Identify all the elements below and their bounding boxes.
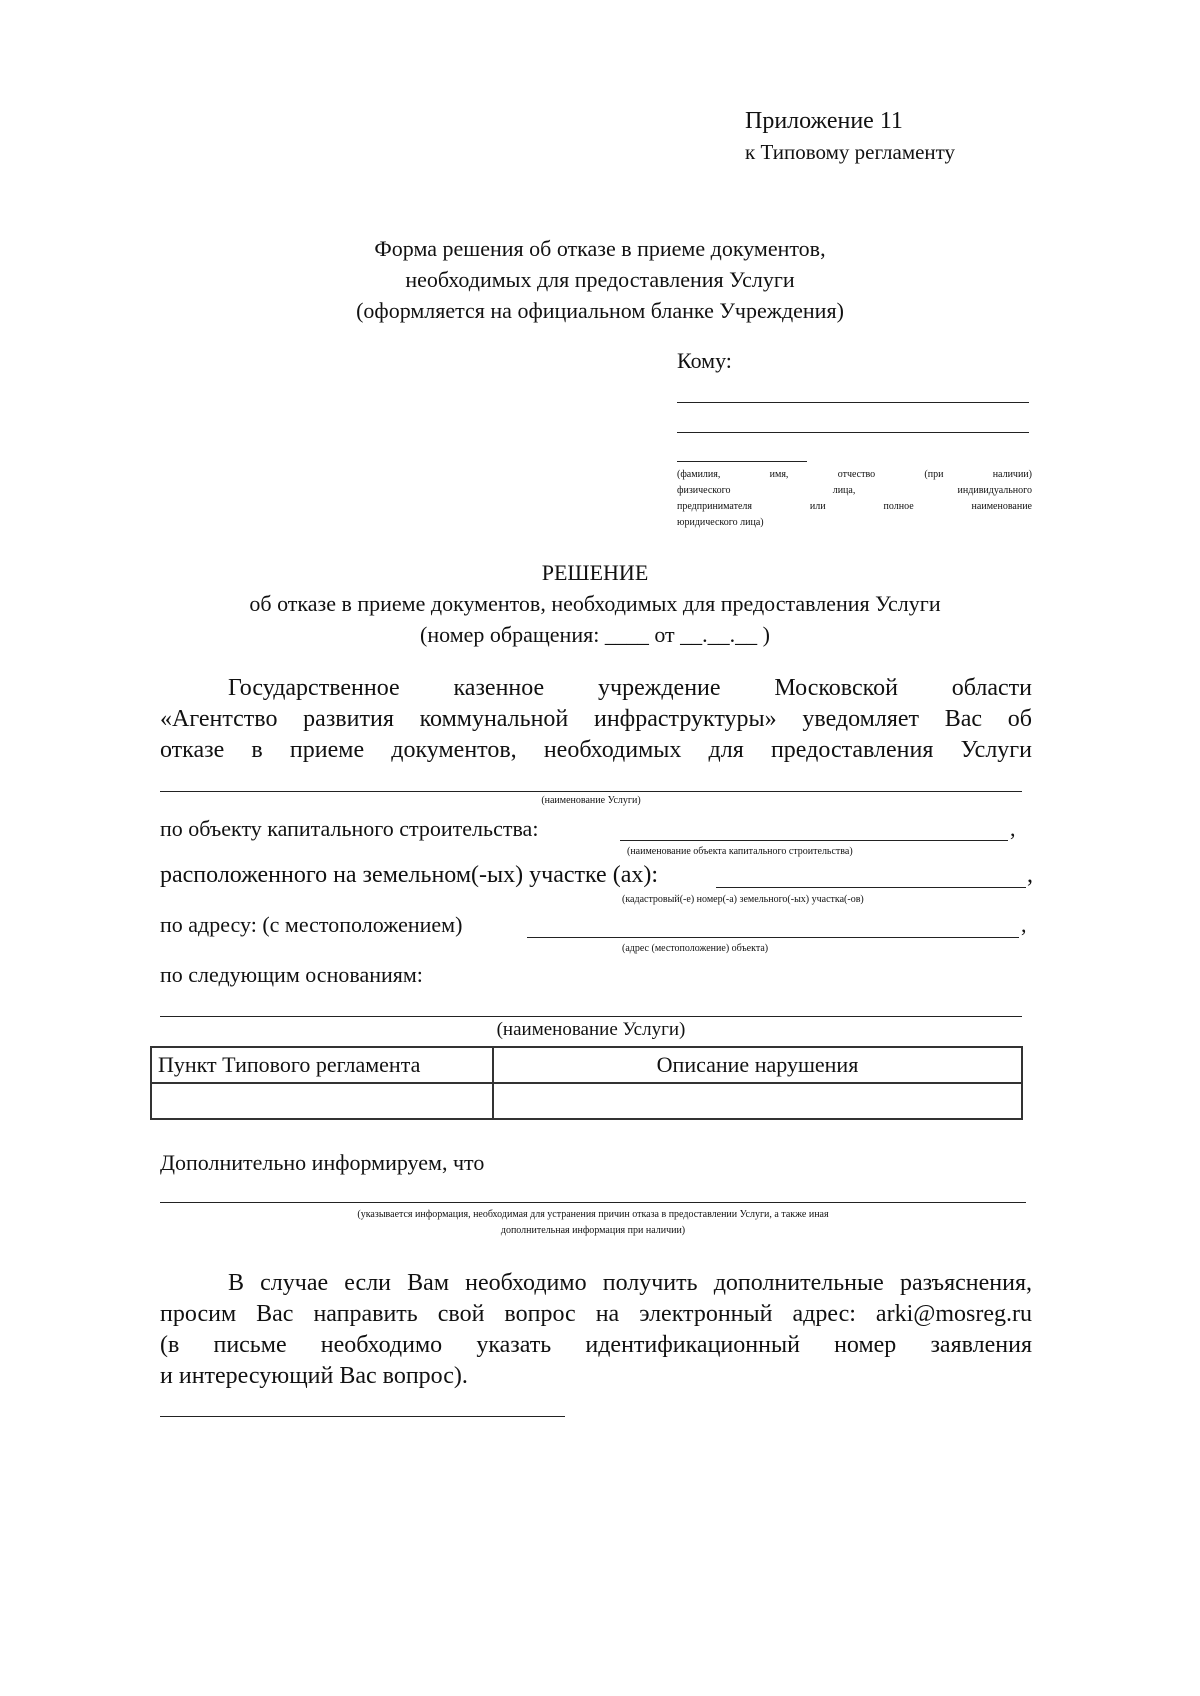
appendix-reference: к Типовому регламенту xyxy=(745,140,956,164)
recipient-line-2 xyxy=(677,432,1029,433)
additional-info-label: Дополнительно информируем, что xyxy=(160,1150,485,1175)
object-name-caption: (наименование объекта капитального строительства) xyxy=(627,846,853,857)
table-header-row xyxy=(151,1047,1022,1083)
object-label: по объекту капитального строительства: xyxy=(160,816,539,841)
form-title-line1: Форма решения об отказе в приеме документов, xyxy=(374,236,826,261)
grounds-caption: (наименование Услуги) xyxy=(496,1019,686,1040)
plot-comma: , xyxy=(1027,862,1033,888)
body-paragraph-line1: Государственное казенное учреждение Московской области xyxy=(228,675,1032,701)
service-name-caption: (наименование Услуги) xyxy=(541,795,641,806)
recipient-caption-3: предпринимателя или полное наименование xyxy=(677,501,1032,512)
address-caption: (адрес (местоположение) объекта) xyxy=(622,943,769,954)
body-paragraph-line3: отказе в приеме документов, необходимых для предоставления Услуги xyxy=(160,737,1032,763)
table-row xyxy=(151,1083,1022,1119)
signature-line xyxy=(160,1416,565,1417)
violations-table xyxy=(150,1046,1023,1120)
grounds-line xyxy=(160,1016,1022,1017)
recipient-caption-4: юридического лица) xyxy=(677,517,764,528)
additional-info-caption-2: дополнительная информация при наличии) xyxy=(500,1225,686,1236)
object-name-line xyxy=(620,840,1008,841)
additional-info-caption-1: (указывается информация, необходимая для устранения причин отказа в предоставлении Услуги, а также иная xyxy=(357,1209,829,1220)
grounds-label: по следующим основаниям: xyxy=(160,962,423,987)
request-number-line: (номер обращения: ____ от __.__.__ ) xyxy=(420,622,770,647)
table-header-description: Описание нарушения xyxy=(493,1047,1022,1083)
decision-title: РЕШЕНИЕ xyxy=(541,560,649,585)
table-header-clause: Пункт Типового регламента xyxy=(151,1047,493,1083)
decision-subtitle: об отказе в приеме документов, необходимых для предоставления Услуги xyxy=(249,591,941,616)
address-comma: , xyxy=(1021,912,1027,937)
recipient-caption-1: (фамилия, имя, отчество (при наличии) xyxy=(677,469,1032,480)
address-line xyxy=(527,937,1019,938)
closing-line3: (в письме необходимо указать идентификационный номер заявления xyxy=(160,1332,1032,1358)
body-paragraph-line2: «Агентство развития коммунальной инфраструктуры» уведомляет Вас об xyxy=(160,706,1032,732)
plot-label: расположенного на земельном(-ых) участке (ах): xyxy=(160,862,659,888)
recipient-line-3 xyxy=(677,461,807,462)
additional-info-line xyxy=(160,1202,1026,1203)
form-title-line3: (оформляется на официальном бланке Учреждения) xyxy=(356,298,844,323)
recipient-label: Кому: xyxy=(677,348,732,373)
service-name-line xyxy=(160,791,1022,792)
cadastral-number-line xyxy=(716,887,1026,888)
table-cell-description xyxy=(493,1083,1022,1119)
address-label: по адресу: (с местоположением) xyxy=(160,912,463,937)
recipient-line-1 xyxy=(677,402,1029,403)
appendix-number: Приложение 11 xyxy=(745,108,903,134)
closing-line2: просим Вас направить свой вопрос на электронный адрес: arki@mosreg.ru xyxy=(160,1301,1032,1327)
form-title-line2: необходимых для предоставления Услуги xyxy=(405,267,795,292)
cadastral-number-caption: (кадастровый(-е) номер(-а) земельного(-ых) участка(-ов) xyxy=(622,894,864,905)
table-cell-clause xyxy=(151,1083,493,1119)
object-comma: , xyxy=(1010,816,1016,841)
closing-line4: и интересующий Вас вопрос). xyxy=(160,1363,468,1389)
recipient-caption-2: физического лица, индивидуального xyxy=(677,485,1032,496)
closing-line1: В случае если Вам необходимо получить дополнительные разъяснения, xyxy=(228,1270,1032,1296)
